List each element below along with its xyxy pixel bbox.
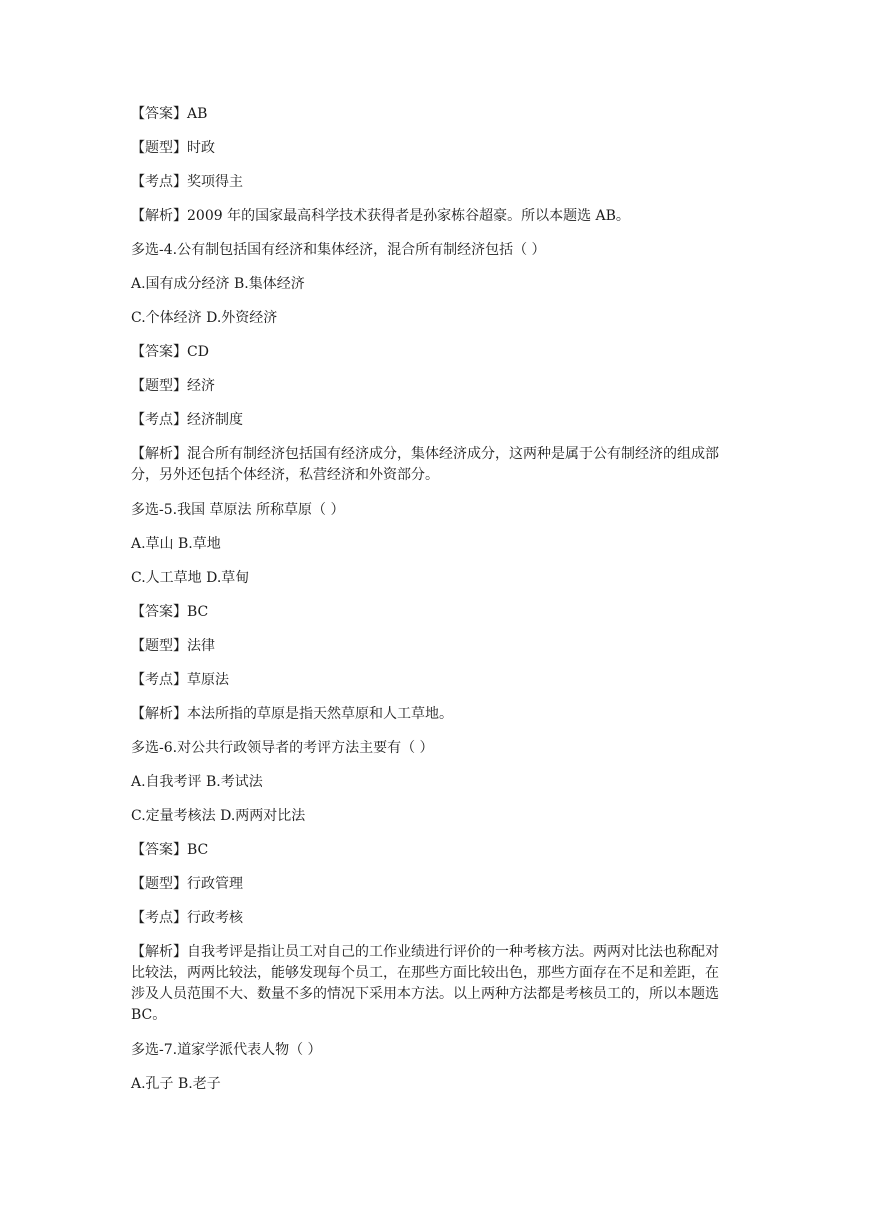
question-type-line: 【题型】经济	[131, 378, 215, 394]
options-cd: C.个体经济 D.外资经济	[131, 310, 278, 326]
exam-point-line: 【考点】草原法	[131, 672, 229, 688]
question-type-line: 【题型】行政管理	[131, 876, 243, 892]
analysis-line: 【解析】本法所指的草原是指天然草原和人工草地。	[131, 706, 453, 722]
options-ab: A.国有成分经济 B.集体经济	[131, 276, 305, 292]
answer-line: 【答案】CD	[131, 344, 209, 360]
question-6: 多选-6.对公共行政领导者的考评方法主要有（ ）	[131, 740, 434, 756]
options-ab: A.孔子 B.老子	[131, 1076, 221, 1092]
analysis-line: 【解析】2009 年的国家最高科学技术获得者是孙家栋谷超豪。所以本题选 AB。	[131, 208, 630, 224]
answer-line: 【答案】BC	[131, 842, 209, 858]
answer-line: 【答案】AB	[131, 106, 208, 122]
options-cd: C.人工草地 D.草甸	[131, 570, 250, 586]
question-type-line: 【题型】法律	[131, 638, 215, 654]
analysis-line: 【解析】自我考评是指让员工对自己的工作业绩进行评价的一种考核方法。两两对比法也称配对比较法，两两比较法，能够发现每个员工，在那些方面比较出色，那些方面存在不足和差距，在涉及人员范围不大、数量不多的情况下采用本方法。以上两种方法都是考核员工的，所以本题选 BC。	[131, 944, 724, 1023]
analysis-line: 【解析】混合所有制经济包括国有经济成分，集体经济成分，这两种是属于公有制经济的组成部分，另外还包括个体经济，私营经济和外资部分。	[131, 446, 719, 483]
question-4: 多选-4.公有制包括国有经济和集体经济，混合所有制经济包括（ ）	[131, 242, 546, 258]
question-7: 多选-7.道家学派代表人物（ ）	[131, 1042, 322, 1058]
question-type-line: 【题型】时政	[131, 140, 215, 156]
exam-point-line: 【考点】奖项得主	[131, 174, 243, 190]
document-page	[131, 104, 731, 1108]
options-cd: C.定量考核法 D.两两对比法	[131, 808, 306, 824]
exam-point-line: 【考点】经济制度	[131, 412, 243, 428]
options-ab: A.草山 B.草地	[131, 536, 221, 552]
answer-line: 【答案】BC	[131, 604, 209, 620]
options-ab: A.自我考评 B.考试法	[131, 774, 263, 790]
exam-point-line: 【考点】行政考核	[131, 910, 243, 926]
question-5: 多选-5.我国 草原法 所称草原（ ）	[131, 502, 345, 518]
